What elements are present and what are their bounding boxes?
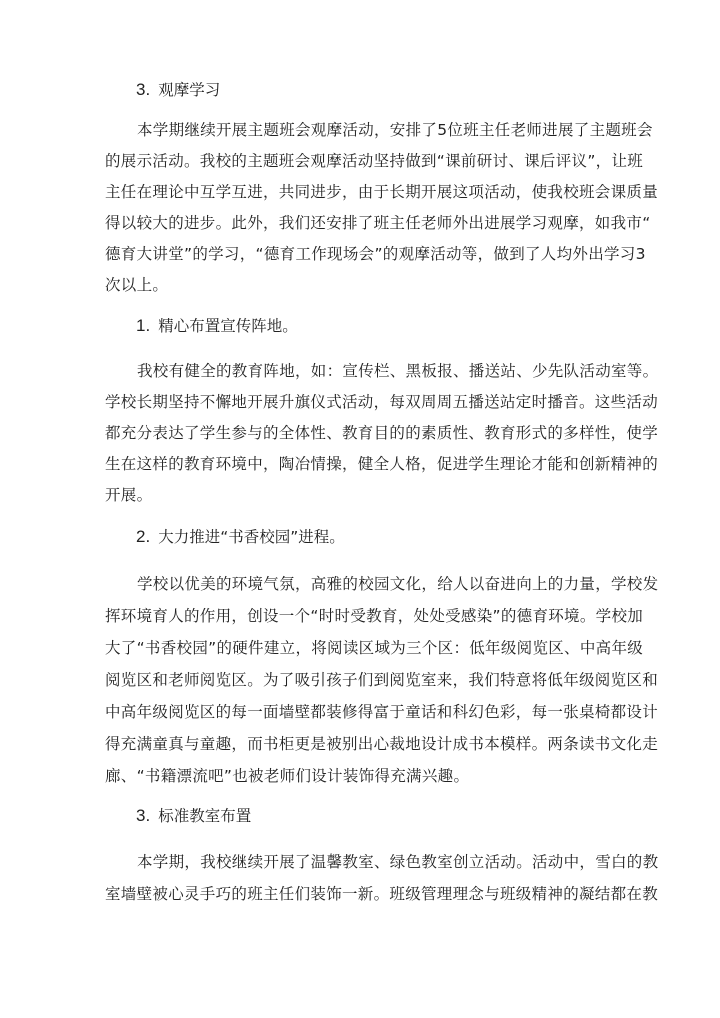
paragraph-line: 本学期继续开展主题班会观摩活动，安排了5位班主任老师进展了主题班会 [137, 121, 653, 139]
paragraph-line: 学校长期坚持不懈地开展升旗仪式活动，每双周周五播送站定时播音。这些活动 [105, 393, 659, 411]
section-title: 标准教室布置 [158, 807, 252, 825]
section-heading [136, 316, 298, 336]
paragraph-line: 阅览区和老师阅览区。为了吸引孩子们到阅览室来，我们特意将低年级阅览区和 [105, 671, 659, 689]
paragraph-line: 中高年级阅览区的每一面墙壁都装修得富于童话和科幻色彩，每一张桌椅都设计 [105, 703, 659, 721]
paragraph-line: 开展。 [105, 486, 153, 504]
section-title: 大力推进“书香校园”进程。 [158, 528, 345, 546]
section-title: 观摩学习 [158, 81, 221, 99]
paragraph-line: 学校以优美的环境气氛，高雅的校园文化，给人以奋进向上的力量，学校发 [137, 575, 659, 593]
paragraph-line: 本学期，我校继续开展了温馨教室、绿色教室创立活动。活动中，雪白的教 [137, 853, 659, 871]
section-number: 3. [136, 806, 151, 825]
paragraph-line: 我校有健全的教育阵地，如：宣传栏、黑板报、播送站、少先队活动室等。 [137, 362, 659, 380]
section-number: 3. [136, 80, 151, 99]
paragraph-line: 德育大讲堂”的学习，“德育工作现场会”的观摩活动等，做到了人均外出学习3 [105, 245, 646, 263]
section-number: 1. [136, 316, 151, 335]
paragraph-line: 廊、“书籍漂流吧”也被老师们设计装饰得充满兴趣。 [105, 767, 470, 785]
paragraph-line: 大了“书香校园”的硬件建立，将阅读区域为三个区：低年级阅览区、中高年级 [105, 639, 644, 657]
section-title: 精心布置宣传阵地。 [158, 317, 298, 335]
paragraph-line: 挥环境育人的作用，创设一个“时时受教育，处处受感染”的德育环境。学校加 [105, 607, 644, 625]
paragraph-line: 次以上。 [105, 276, 169, 294]
paragraph-line: 室墙壁被心灵手巧的班主任们装饰一新。班级管理理念与班级精神的凝结都在教 [105, 885, 659, 903]
paragraph-line: 得以较大的进步。此外，我们还安排了班主任老师外出进展学习观摩，如我市“ [105, 214, 651, 232]
section-heading [136, 80, 220, 100]
paragraph-line: 得充满童真与童趣，而书柜更是被别出心裁地设计成书本模样。两条读书文化走 [105, 735, 659, 753]
section-heading [136, 806, 251, 826]
paragraph-line: 的展示活动。我校的主题班会观摩活动坚持做到“课前研讨、课后评议”，让班 [105, 152, 644, 170]
paragraph-line: 生在这样的教育环境中，陶冶情操，健全人格，促进学生理论才能和创新精神的 [105, 455, 659, 473]
section-heading [136, 527, 345, 547]
paragraph-line: 都充分表达了学生参与的全体性、教育目的的素质性、教育形式的多样性，使学 [105, 424, 659, 442]
section-number: 2. [136, 527, 151, 546]
paragraph-line: 主任在理论中互学互进，共同进步，由于长期开展这项活动，使我校班会课质量 [105, 183, 659, 201]
